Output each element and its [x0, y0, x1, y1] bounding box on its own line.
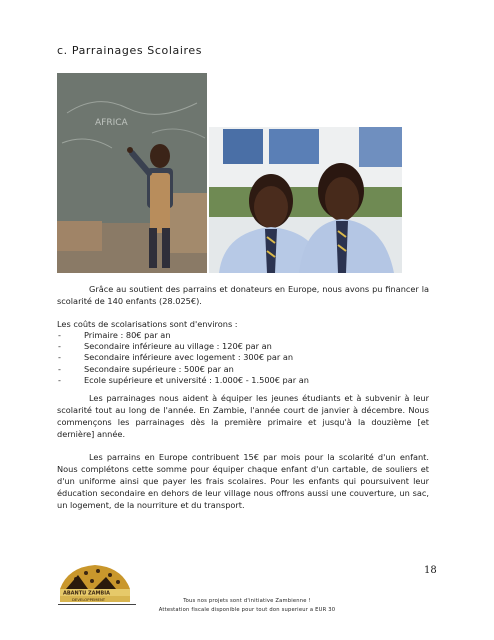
footer-tax-certificate: Attestation fiscale disponible pour tout don superieur a EUR 30 — [158, 607, 336, 613]
paragraph-funding-text: Grâce au soutient des parrains et donateurs en Europe, nous avons pu financer la scolarité de 140 enfants (28.025€). — [57, 284, 429, 306]
classroom-photo — [57, 73, 207, 273]
cost-secondary-upper: Secondaire supérieure : 500€ par an — [84, 363, 234, 374]
footer-initiative: Tous nos projets sont d'initiative Zambienne ! — [183, 598, 311, 604]
page-number: 18 — [424, 565, 437, 576]
paragraph-contribution-text: Les parrains en Europe contribuent 15€ par mois pour la scolarité d'un enfant. Nous complétons cette somme pour équiper chaque enfant d'un cartable, de souliers et d'un uniforme ainsi que payer les frais scolaires. Pour les enfants qui poursuivent leur éducation secondaire en dehors de leur village nous offrons aussi une couverture, un sac, un logement, de la nourriture et du transport. — [57, 452, 429, 510]
paragraph-sponsorship-text: Les parrainages nous aident à équiper les jeunes étudiants et à subvenir à leur scolarité tout au long de l'année. En Zambie, l'année court de janvier à décembre. Nous commençons les parrainages dès la première primaire et jusqu'à la douzième [et dernière] année. — [57, 393, 429, 439]
costs-list — [58, 330, 309, 386]
students-photo — [209, 127, 402, 273]
paragraph-funding — [57, 283, 429, 307]
list-item — [58, 341, 309, 352]
list-item — [58, 364, 309, 375]
costs-intro: Les coûts de scolarisations sont d'environs : — [57, 319, 238, 329]
footer-rule — [58, 604, 136, 605]
section-title: c. Parrainages Scolaires — [57, 44, 203, 57]
list-item — [58, 330, 309, 341]
list-dash: - — [58, 374, 61, 385]
cost-primary: Primaire : 80€ par an — [84, 330, 171, 340]
logo-text-sub: DEVELOPPEMENT — [72, 597, 106, 602]
logo-text-main: ABANTU ZAMBIA — [63, 590, 110, 597]
paragraph-sponsorship — [57, 392, 429, 440]
list-item — [58, 375, 309, 386]
list-item — [58, 352, 309, 363]
list-dash: - — [58, 352, 61, 363]
cost-university: Ecole supérieure et université : 1.000€ - 1.500€ par an — [84, 374, 309, 385]
cost-secondary-village: Secondaire inférieure au village : 120€ par an — [84, 341, 272, 352]
chalkboard-text: AFRICA — [95, 118, 128, 128]
list-dash: - — [58, 363, 61, 374]
cost-secondary-lodging: Secondaire inférieure avec logement : 300€ par an — [84, 352, 294, 363]
list-dash: - — [58, 330, 61, 340]
paragraph-contribution — [57, 451, 429, 511]
list-dash: - — [58, 341, 61, 352]
